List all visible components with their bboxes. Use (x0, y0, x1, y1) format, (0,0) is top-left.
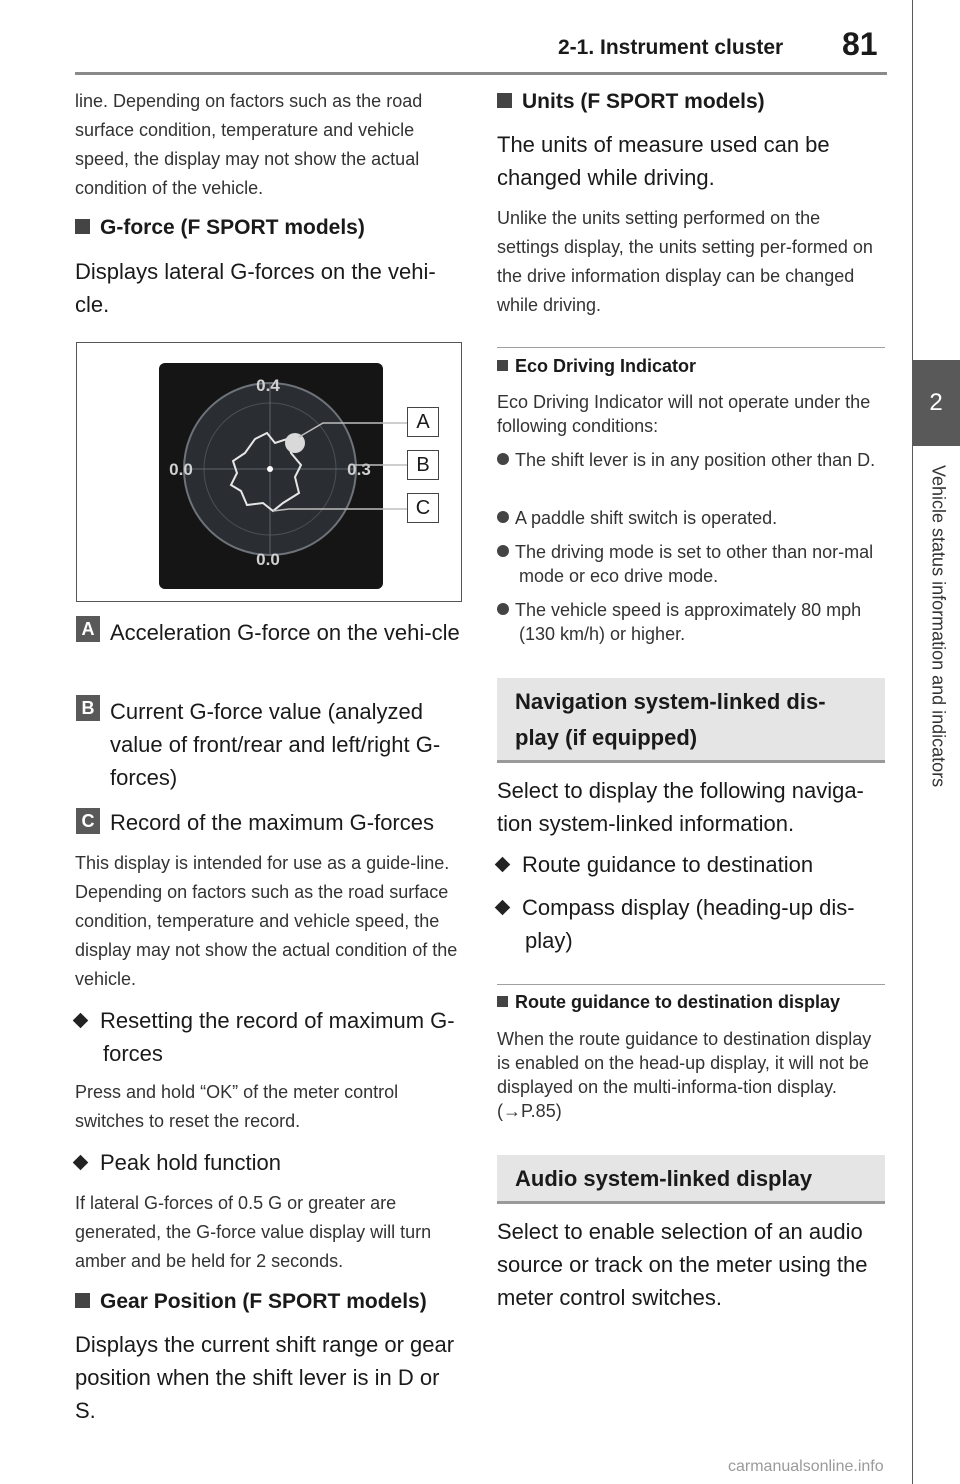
gforce-display-illustration (77, 343, 461, 601)
divider (497, 347, 885, 348)
route-heading: Route guidance to destination display (497, 992, 885, 1013)
gear-text: Displays the current shift range or gear position when the shift lever is in D or S. (75, 1332, 455, 1423)
reset-text: Press and hold “OK” of the meter control switches to reset the record. (75, 1082, 399, 1131)
units-note: Unlike the units setting performed on the settings display, the units setting per-formed on the drive information display can be changed while driving. (497, 208, 873, 315)
round-bullet-icon (497, 545, 509, 557)
header-divider (75, 72, 887, 75)
gear-heading: Gear Position (F SPORT models) (75, 1290, 460, 1314)
gforce-description: Displays lateral G-forces on the vehi-cle. (75, 259, 436, 317)
section-title: 2-1. Instrument cluster (558, 36, 784, 59)
guideline-note: This display is intended for use as a guide-line. Depending on factors such as the road surface condition, temperature and vehicle speed, the display may not show the actual condition of the vehicle. (75, 853, 458, 989)
page-number: 81 (842, 26, 878, 62)
callout-b: B (407, 450, 439, 480)
left-value: 0.0 (169, 460, 193, 479)
item-b-text: Current G-force value (analyzed value of front/rear and left/right G-forces) (110, 699, 441, 790)
nav-heading: Navigation system-linked dis-play (if equipped) (515, 689, 826, 750)
diamond-bullet-icon (73, 1012, 89, 1028)
audio-description: Select to enable selection of an audio source or track on the meter using the meter control switches. (497, 1219, 868, 1310)
eco-bullet-2: A paddle shift switch is operated. (497, 506, 885, 530)
eco-bullet-3: The driving mode is set to other than nor-mal mode or eco drive mode. (497, 540, 885, 588)
watermark: carmanualsonline.info (728, 1458, 884, 1475)
gforce-heading: G-force (F SPORT models) (75, 216, 460, 240)
round-bullet-icon (497, 453, 509, 465)
peak-heading: Peak hold function (75, 1146, 460, 1179)
audio-section-header (497, 1155, 885, 1204)
chapter-label: Vehicle status information and indicators (928, 465, 949, 788)
diamond-bullet-icon (73, 1154, 89, 1170)
square-bullet-icon (75, 219, 90, 234)
chapter-tab: 2 (912, 360, 960, 446)
item-a-text: Acceleration G-force on the vehi-cle (110, 620, 460, 645)
square-bullet-icon (497, 93, 512, 108)
eco-intro: Eco Driving Indicator will not operate under the following conditions: (497, 392, 871, 436)
diamond-bullet-icon (495, 899, 511, 915)
square-bullet-icon (497, 996, 508, 1007)
callout-a: A (407, 407, 439, 437)
route-text: When the route guidance to destination display is enabled on the head-up display, it will not be displayed on the multi-informa-tion display. (→P.85) (497, 1029, 872, 1121)
intro-paragraph: line. Depending on factors such as the road surface condition, temperature and vehicle speed, the display may not show the actual condition of the vehicle. (75, 91, 423, 198)
right-value: 0.3 (347, 460, 371, 479)
bottom-value: 0.0 (256, 550, 280, 569)
divider (497, 984, 885, 985)
square-bullet-icon (497, 360, 508, 371)
top-value: 0.4 (256, 376, 280, 395)
nav-section-header (497, 678, 885, 763)
peak-text: If lateral G-forces of 0.5 G or greater are generated, the G-force value display will turn amber and be held for 2 seconds. (75, 1193, 432, 1271)
eco-bullet-4: The vehicle speed is approximately 80 mph (130 km/h) or higher. (497, 598, 885, 646)
nav-description: Select to display the following naviga-tion system-linked information. (497, 778, 864, 836)
nav-item-route: Route guidance to destination (497, 848, 885, 881)
callout-c: C (407, 493, 439, 523)
audio-heading: Audio system-linked display (515, 1166, 813, 1191)
reset-heading: Resetting the record of maximum G-forces (75, 1004, 460, 1070)
square-bullet-icon (75, 1293, 90, 1308)
diamond-bullet-icon (495, 856, 511, 872)
center-point (267, 466, 273, 472)
round-bullet-icon (497, 603, 509, 615)
round-bullet-icon (497, 511, 509, 523)
units-heading: Units (F SPORT models) (497, 90, 885, 114)
tab-border (912, 0, 913, 1484)
nav-item-compass: Compass display (heading-up dis-play) (497, 891, 885, 957)
eco-bullet-1: The shift lever is in any position other than D. (497, 448, 885, 472)
label-a: A (76, 616, 100, 642)
gforce-figure (76, 342, 462, 602)
units-description: The units of measure used can be changed while driving. (497, 132, 830, 190)
label-b: B (76, 695, 100, 721)
item-c-text: Record of the maximum G-forces (110, 810, 434, 835)
label-c: C (76, 808, 100, 834)
eco-heading: Eco Driving Indicator (497, 356, 885, 377)
